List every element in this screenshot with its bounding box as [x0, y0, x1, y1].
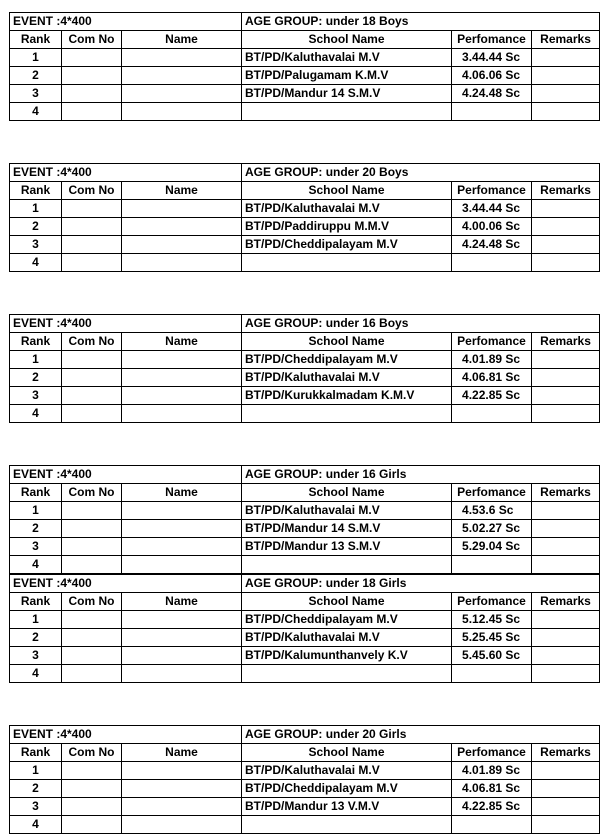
name-cell [122, 520, 242, 538]
school-cell: BT/PD/Mandur 14 S.M.V [242, 85, 452, 103]
name-cell [122, 647, 242, 665]
school-cell [242, 556, 452, 574]
com-no-cell [62, 665, 122, 683]
table-row [10, 85, 600, 103]
school-cell: BT/PD/Kaluthavalai M.V [242, 502, 452, 520]
table-row [10, 103, 600, 121]
remarks-cell [532, 520, 600, 538]
table-spacer [9, 121, 599, 163]
school-cell: BT/PD/Cheddipalayam M.V [242, 236, 452, 254]
name-cell [122, 200, 242, 218]
performance-cell [452, 254, 532, 272]
com-no-cell [62, 67, 122, 85]
rank-cell: 3 [10, 85, 62, 103]
com-no-cell [62, 611, 122, 629]
name-header: Name [122, 484, 242, 502]
school-header: School Name [242, 593, 452, 611]
name-cell [122, 556, 242, 574]
result-table [9, 314, 600, 423]
com-no-cell [62, 351, 122, 369]
table-row [10, 798, 600, 816]
event-title: EVENT :4*400 [10, 164, 242, 182]
event-title: EVENT :4*400 [10, 466, 242, 484]
rank-cell: 3 [10, 387, 62, 405]
performance-cell: 5.02.27 Sc [452, 520, 532, 538]
remarks-cell [532, 405, 600, 423]
remarks-cell [532, 351, 600, 369]
remarks-header: Remarks [532, 593, 600, 611]
remarks-cell [532, 798, 600, 816]
performance-cell [452, 556, 532, 574]
com-no-cell [62, 556, 122, 574]
remarks-cell [532, 556, 600, 574]
performance-cell: 4.24.48 Sc [452, 85, 532, 103]
remarks-cell [532, 762, 600, 780]
name-header: Name [122, 31, 242, 49]
com-no-cell [62, 218, 122, 236]
rank-cell: 2 [10, 520, 62, 538]
com-no-cell [62, 405, 122, 423]
age-group: AGE GROUP: under 18 Boys [242, 13, 600, 31]
performance-cell: 4.01.89 Sc [452, 762, 532, 780]
school-cell: BT/PD/Kaluthavalai M.V [242, 200, 452, 218]
rank-cell: 1 [10, 611, 62, 629]
com-no-cell [62, 780, 122, 798]
school-cell [242, 405, 452, 423]
rank-cell: 1 [10, 49, 62, 67]
table-row [10, 611, 600, 629]
remarks-cell [532, 254, 600, 272]
school-header: School Name [242, 31, 452, 49]
school-cell: BT/PD/Kurukkalmadam K.M.V [242, 387, 452, 405]
remarks-cell [532, 502, 600, 520]
table-row [10, 67, 600, 85]
com-no-header: Com No [62, 484, 122, 502]
performance-header: Perfomance [452, 333, 532, 351]
school-cell: BT/PD/Kaluthavalai M.V [242, 629, 452, 647]
rank-header: Rank [10, 484, 62, 502]
rank-cell: 1 [10, 200, 62, 218]
name-cell [122, 49, 242, 67]
remarks-cell [532, 369, 600, 387]
rank-cell: 2 [10, 369, 62, 387]
table-row [10, 351, 600, 369]
remarks-cell [532, 67, 600, 85]
com-no-cell [62, 49, 122, 67]
school-cell: BT/PD/Mandur 13 V.M.V [242, 798, 452, 816]
name-cell [122, 780, 242, 798]
name-cell [122, 85, 242, 103]
com-no-cell [62, 538, 122, 556]
performance-cell: 3.44.44 Sc [452, 200, 532, 218]
remarks-cell [532, 611, 600, 629]
com-no-cell [62, 520, 122, 538]
table-row [10, 647, 600, 665]
com-no-cell [62, 387, 122, 405]
table-row [10, 49, 600, 67]
performance-cell [452, 665, 532, 683]
event-header-row [10, 726, 600, 744]
column-header-row [10, 593, 600, 611]
name-cell [122, 103, 242, 121]
school-cell: BT/PD/Cheddipalayam M.V [242, 780, 452, 798]
age-group: AGE GROUP: under 20 Boys [242, 164, 600, 182]
remarks-cell [532, 103, 600, 121]
table-row [10, 200, 600, 218]
rank-cell: 3 [10, 538, 62, 556]
com-no-header: Com No [62, 593, 122, 611]
name-cell [122, 387, 242, 405]
rank-cell: 2 [10, 218, 62, 236]
rank-cell: 4 [10, 556, 62, 574]
com-no-cell [62, 200, 122, 218]
com-no-cell [62, 798, 122, 816]
table-row [10, 762, 600, 780]
com-no-cell [62, 502, 122, 520]
com-no-cell [62, 254, 122, 272]
performance-cell: 4.24.48 Sc [452, 236, 532, 254]
performance-cell: 4.00.06 Sc [452, 218, 532, 236]
remarks-header: Remarks [532, 182, 600, 200]
remarks-cell [532, 816, 600, 834]
table-spacer [9, 272, 599, 314]
table-row [10, 665, 600, 683]
rank-cell: 2 [10, 780, 62, 798]
remarks-cell [532, 665, 600, 683]
remarks-header: Remarks [532, 484, 600, 502]
school-cell: BT/PD/Cheddipalayam M.V [242, 611, 452, 629]
table-row [10, 538, 600, 556]
event-header-row [10, 164, 600, 182]
name-header: Name [122, 182, 242, 200]
performance-cell: 4.53.6 Sc [452, 502, 532, 520]
performance-cell [452, 816, 532, 834]
performance-cell [452, 103, 532, 121]
name-cell [122, 236, 242, 254]
school-cell: BT/PD/Kaluthavalai M.V [242, 369, 452, 387]
name-cell [122, 405, 242, 423]
performance-cell: 4.22.85 Sc [452, 387, 532, 405]
remarks-cell [532, 629, 600, 647]
rank-cell: 1 [10, 502, 62, 520]
performance-header: Perfomance [452, 593, 532, 611]
remarks-header: Remarks [532, 31, 600, 49]
name-cell [122, 629, 242, 647]
school-cell [242, 254, 452, 272]
remarks-cell [532, 85, 600, 103]
event-title: EVENT :4*400 [10, 726, 242, 744]
table-row [10, 780, 600, 798]
rank-header: Rank [10, 333, 62, 351]
name-cell [122, 502, 242, 520]
performance-header: Perfomance [452, 182, 532, 200]
name-header: Name [122, 744, 242, 762]
performance-cell: 5.12.45 Sc [452, 611, 532, 629]
com-no-cell [62, 236, 122, 254]
column-header-row [10, 484, 600, 502]
rank-cell: 4 [10, 665, 62, 683]
event-header-row [10, 13, 600, 31]
performance-cell: 4.06.81 Sc [452, 369, 532, 387]
event-title: EVENT :4*400 [10, 575, 242, 593]
com-no-cell [62, 369, 122, 387]
age-group: AGE GROUP: under 16 Girls [242, 466, 600, 484]
rank-header: Rank [10, 593, 62, 611]
rank-cell: 3 [10, 647, 62, 665]
remarks-cell [532, 49, 600, 67]
table-row [10, 520, 600, 538]
remarks-cell [532, 780, 600, 798]
results-document [9, 12, 599, 834]
result-table [9, 725, 600, 834]
school-cell: BT/PD/Kaluthavalai M.V [242, 49, 452, 67]
performance-header: Perfomance [452, 31, 532, 49]
column-header-row [10, 744, 600, 762]
com-no-header: Com No [62, 182, 122, 200]
school-cell: BT/PD/Kalumunthanvely K.V [242, 647, 452, 665]
name-cell [122, 665, 242, 683]
com-no-cell [62, 85, 122, 103]
event-header-row [10, 575, 600, 593]
remarks-header: Remarks [532, 744, 600, 762]
school-header: School Name [242, 182, 452, 200]
com-no-cell [62, 647, 122, 665]
school-cell [242, 816, 452, 834]
performance-header: Perfomance [452, 484, 532, 502]
table-row [10, 387, 600, 405]
rank-cell: 3 [10, 236, 62, 254]
table-row [10, 236, 600, 254]
rank-cell: 4 [10, 816, 62, 834]
com-no-header: Com No [62, 31, 122, 49]
age-group: AGE GROUP: under 16 Boys [242, 315, 600, 333]
performance-cell: 3.44.44 Sc [452, 49, 532, 67]
rank-cell: 4 [10, 254, 62, 272]
result-table [9, 163, 600, 272]
table-row [10, 629, 600, 647]
rank-cell: 2 [10, 67, 62, 85]
result-table [9, 574, 600, 683]
name-cell [122, 369, 242, 387]
event-header-row [10, 466, 600, 484]
name-cell [122, 254, 242, 272]
name-cell [122, 538, 242, 556]
school-cell: BT/PD/Paddiruppu M.M.V [242, 218, 452, 236]
school-header: School Name [242, 744, 452, 762]
rank-header: Rank [10, 31, 62, 49]
rank-cell: 3 [10, 798, 62, 816]
remarks-cell [532, 218, 600, 236]
name-cell [122, 351, 242, 369]
performance-cell: 5.29.04 Sc [452, 538, 532, 556]
result-table [9, 12, 600, 121]
performance-header: Perfomance [452, 744, 532, 762]
event-title: EVENT :4*400 [10, 315, 242, 333]
rank-cell: 4 [10, 405, 62, 423]
name-cell [122, 67, 242, 85]
rank-cell: 1 [10, 351, 62, 369]
performance-cell: 4.01.89 Sc [452, 351, 532, 369]
com-no-cell [62, 629, 122, 647]
name-header: Name [122, 333, 242, 351]
performance-cell [452, 405, 532, 423]
school-header: School Name [242, 333, 452, 351]
table-row [10, 556, 600, 574]
performance-cell: 4.22.85 Sc [452, 798, 532, 816]
name-cell [122, 611, 242, 629]
name-cell [122, 762, 242, 780]
column-header-row [10, 333, 600, 351]
school-cell [242, 103, 452, 121]
performance-cell: 5.45.60 Sc [452, 647, 532, 665]
rank-header: Rank [10, 182, 62, 200]
table-spacer [9, 423, 599, 465]
remarks-header: Remarks [532, 333, 600, 351]
school-cell: BT/PD/Mandur 13 S.M.V [242, 538, 452, 556]
rank-header: Rank [10, 744, 62, 762]
table-row [10, 218, 600, 236]
com-no-header: Com No [62, 333, 122, 351]
table-row [10, 254, 600, 272]
table-row [10, 502, 600, 520]
com-no-cell [62, 762, 122, 780]
com-no-header: Com No [62, 744, 122, 762]
performance-cell: 5.25.45 Sc [452, 629, 532, 647]
name-cell [122, 218, 242, 236]
school-cell: BT/PD/Kaluthavalai M.V [242, 762, 452, 780]
com-no-cell [62, 103, 122, 121]
table-row [10, 405, 600, 423]
result-table [9, 465, 600, 574]
column-header-row [10, 182, 600, 200]
school-cell: BT/PD/Palugamam K.M.V [242, 67, 452, 85]
name-cell [122, 816, 242, 834]
age-group: AGE GROUP: under 18 Girls [242, 575, 600, 593]
age-group: AGE GROUP: under 20 Girls [242, 726, 600, 744]
school-cell [242, 665, 452, 683]
rank-cell: 4 [10, 103, 62, 121]
remarks-cell [532, 387, 600, 405]
remarks-cell [532, 236, 600, 254]
name-header: Name [122, 593, 242, 611]
school-header: School Name [242, 484, 452, 502]
school-cell: BT/PD/Cheddipalayam M.V [242, 351, 452, 369]
remarks-cell [532, 200, 600, 218]
rank-cell: 2 [10, 629, 62, 647]
table-row [10, 369, 600, 387]
school-cell: BT/PD/Mandur 14 S.M.V [242, 520, 452, 538]
name-cell [122, 798, 242, 816]
performance-cell: 4.06.81 Sc [452, 780, 532, 798]
table-row [10, 816, 600, 834]
table-spacer [9, 683, 599, 725]
remarks-cell [532, 538, 600, 556]
com-no-cell [62, 816, 122, 834]
rank-cell: 1 [10, 762, 62, 780]
performance-cell: 4.06.06 Sc [452, 67, 532, 85]
column-header-row [10, 31, 600, 49]
remarks-cell [532, 647, 600, 665]
event-title: EVENT :4*400 [10, 13, 242, 31]
event-header-row [10, 315, 600, 333]
